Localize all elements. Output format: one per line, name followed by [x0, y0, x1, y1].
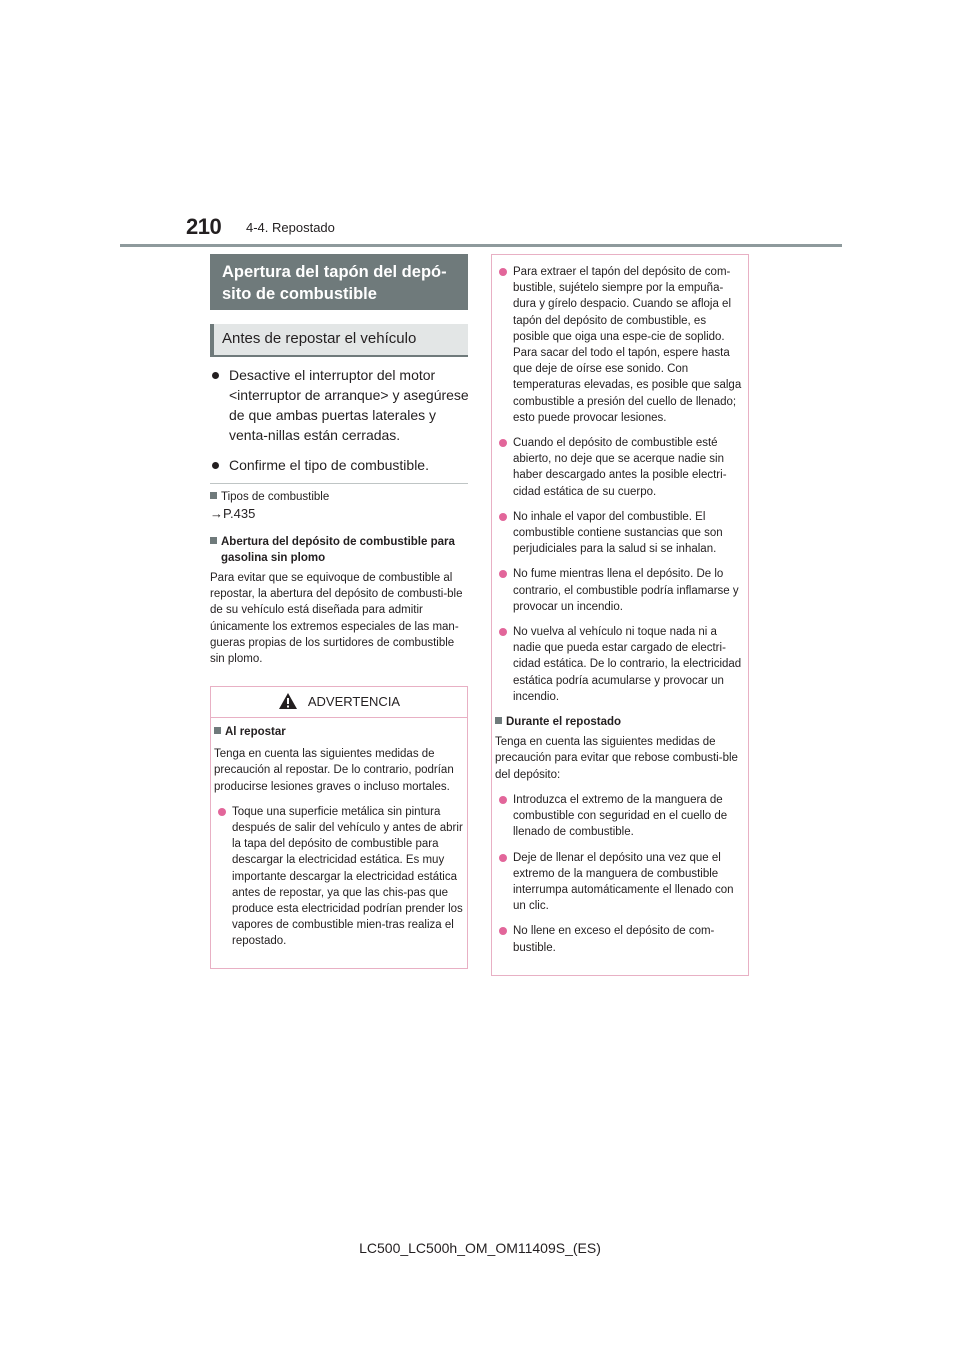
warning-continuation-box — [491, 254, 749, 976]
bullet-icon — [499, 513, 507, 521]
footer-code: LC500_LC500h_OM_OM11409S_(ES) — [359, 1240, 601, 1256]
warning-item: Toque una superficie metálica sin pintura después de salir del vehículo y antes de abrir la tapa del depósito de combustible para descargar la electricidad estática. Es muy importante descargar la electricidad estática antes de repostar, ya que las chis-pas que produce esta electricidad podrían prender los vapores de combustible mien-tras realiza el repostado. — [214, 804, 464, 950]
list-item: Confirme el tipo de combustible. — [212, 455, 472, 475]
page-number: 210 — [186, 214, 222, 239]
bullet-icon — [218, 808, 226, 816]
warning-icon — [278, 691, 298, 721]
bullet-icon — [499, 268, 507, 276]
bullet-icon — [212, 372, 219, 379]
bullet-icon — [499, 854, 507, 862]
warning-header: ADVERTENCIA — [211, 687, 467, 718]
bullet-icon — [499, 439, 507, 447]
section-label: 4-4. Repostado — [246, 220, 335, 235]
list-item: Introduzca el extremo de la manguera de combustible con seguridad en el cuello de llenado de combustible. — [495, 792, 745, 841]
section-title: Apertura del tapón del depó-sito de combustible — [210, 254, 468, 310]
list-item: No vuelva al vehículo ni toque nada ni a nadie que pueda estar cargado de electri-cidad estática. De lo contrario, la electricidad estática podría acumularse y provocar un incendio. — [495, 624, 745, 705]
bullet-icon — [212, 462, 219, 469]
subsection-title: Antes de repostar el vehículo — [210, 324, 468, 357]
warning-intro: Tenga en cuenta las siguientes medidas de precaución al repostar. De lo contrario, podrían producirse lesiones graves o incluso mortales. — [214, 748, 454, 793]
list-item: Cuando el depósito de combustible esté abierto, no deje que se acerque nadie sin haber descargado antes la posible electri-cidad estática de su cuerpo. — [495, 435, 745, 500]
during-intro: Tenga en cuenta las siguientes medidas de precaución para evitar que rebose combusti-ble del depósito: — [495, 736, 738, 781]
list-item: Desactive el interruptor del motor <interruptor de arranque> y asegúrese de que ambas puertas laterales y venta-nillas están cerradas. — [212, 365, 472, 445]
fuel-types-heading: Tipos de combustible — [210, 489, 468, 505]
square-bullet-icon — [214, 727, 221, 734]
list-item: Para extraer el tapón del depósito de com-bustible, sujételo siempre por la empuña-dura y gírelo despacio. Cuando se afloja el tapón del depósito de combustible, es posible que oiga una espe-cie de soplido. Para sacar del todo el tapón, espere hasta que deje de oírse ese sonido. Con temperaturas elevadas, es posible que salga combustible a presión del cuello de llenado; esto puede provocar lesiones. — [495, 264, 745, 426]
list-item: Deje de llenar el depósito una vez que el extremo de la manguera de combustible interrumpa automáticamente el llenado con un clic. — [495, 850, 745, 915]
opening-heading: Abertura del depósito de combustible para gasolina sin plomo — [210, 534, 468, 566]
square-bullet-icon — [210, 537, 217, 544]
opening-text: Para evitar que se equivoque de combustible al repostar, la abertura del depósito de combusti-ble de su vehículo está diseñada para admitir únicamente los extremos especiales de las man-gueras propias de los surtidores de combustible sin plomo. — [210, 572, 463, 666]
bullet-icon — [499, 570, 507, 578]
bullet-list — [212, 365, 472, 485]
bullet-icon — [499, 796, 507, 804]
square-bullet-icon — [210, 492, 217, 499]
warning-heading: Al repostar — [214, 724, 464, 740]
divider — [210, 483, 468, 484]
square-bullet-icon — [495, 717, 502, 724]
list-item: No fume mientras llena el depósito. De lo contrario, el combustible podría inflamarse y provocar un incendio. — [495, 566, 745, 615]
bullet-icon — [499, 927, 507, 935]
header-rule — [120, 244, 842, 247]
fuel-types-ref: →P.435 — [210, 506, 256, 521]
list-item: No inhale el vapor del combustible. El combustible contiene sustancias que son perjudiciales para la salud si se inhalan. — [495, 509, 745, 558]
during-heading: Durante el repostado — [495, 714, 745, 730]
list-item: No llene en exceso el depósito de com-bustible. — [495, 923, 745, 955]
bullet-icon — [499, 628, 507, 636]
warning-box — [210, 686, 468, 969]
